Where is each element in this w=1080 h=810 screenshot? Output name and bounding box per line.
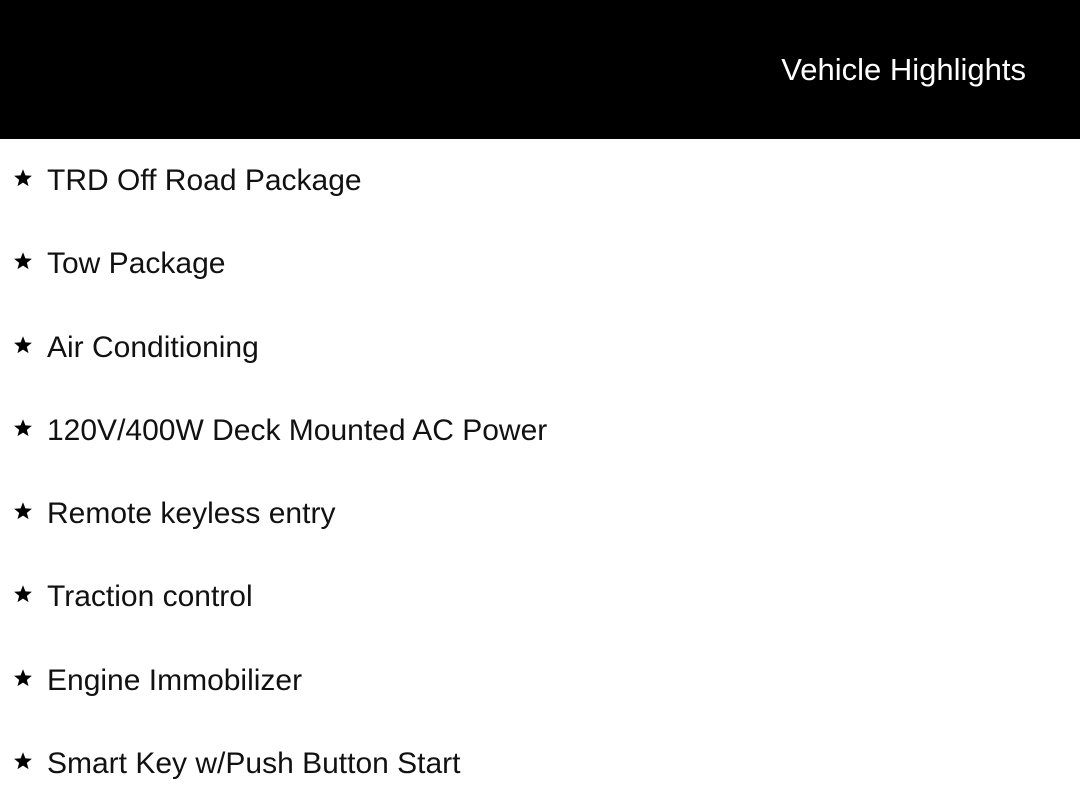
star-icon — [12, 417, 34, 439]
star-icon — [12, 583, 34, 605]
list-item — [0, 555, 1080, 638]
list-item — [0, 472, 1080, 555]
star-icon — [12, 334, 34, 356]
list-item — [0, 722, 1080, 805]
header-bar — [0, 0, 1080, 139]
highlight-label: Tow Package — [47, 247, 226, 281]
star-icon — [12, 250, 34, 272]
list-item — [0, 306, 1080, 389]
highlights-list — [0, 139, 1080, 805]
highlight-label: Remote keyless entry — [47, 497, 336, 531]
star-icon — [12, 750, 34, 772]
list-item — [0, 139, 1080, 222]
highlight-label: Air Conditioning — [47, 330, 259, 364]
highlight-label: TRD Off Road Package — [47, 164, 362, 197]
star-icon — [12, 667, 34, 689]
list-item — [0, 639, 1080, 722]
page-title: Vehicle Highlights — [781, 52, 1026, 87]
highlight-label: Engine Immobilizer — [47, 663, 303, 697]
highlight-label: 120V/400W Deck Mounted AC Power — [47, 413, 548, 447]
highlight-label: Traction control — [47, 580, 253, 614]
highlight-label: Smart Key w/Push Button Start — [47, 747, 461, 781]
star-icon — [12, 500, 34, 522]
list-item — [0, 389, 1080, 472]
star-icon — [12, 167, 34, 189]
list-item — [0, 222, 1080, 305]
